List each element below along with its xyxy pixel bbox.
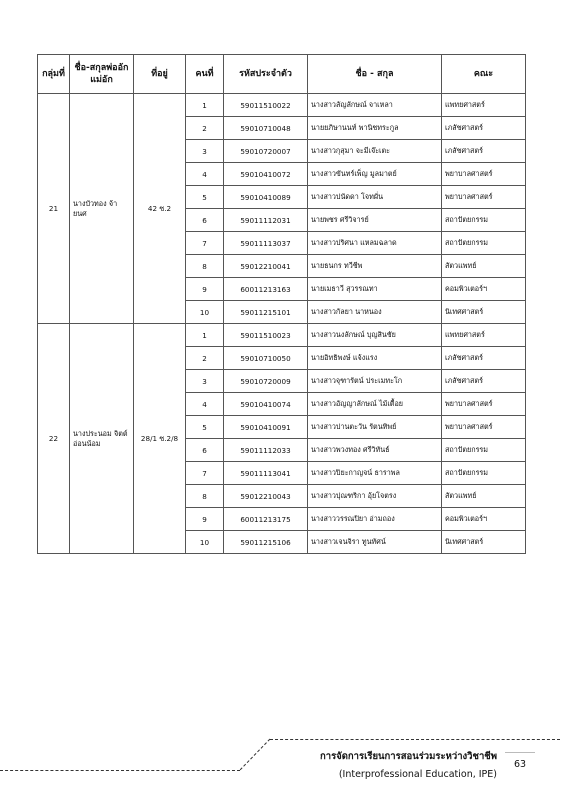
address-cell: 42 ซ.2 <box>134 94 186 324</box>
header-student-id: รหัสประจำตัว <box>224 55 308 94</box>
faculty-cell: พยาบาลศาสตร์ <box>442 163 526 186</box>
student-name-cell: นางสาวกัลยา นาหนอง <box>308 301 442 324</box>
student-name-cell: นางสาวขันทร์เพ็ญ มูลมาตย์ <box>308 163 442 186</box>
student-id-cell: 59010410091 <box>224 416 308 439</box>
student-id-cell: 59010410072 <box>224 163 308 186</box>
faculty-cell: สถาปัตยกรรม <box>442 462 526 485</box>
student-name-cell: นางสาวจุฑารัตน์ ประเมทะโก <box>308 370 442 393</box>
faculty-cell: เภสัชศาสตร์ <box>442 347 526 370</box>
member-number-cell: 10 <box>186 301 224 324</box>
student-id-cell: 59011112031 <box>224 209 308 232</box>
faculty-cell: สัตวแพทย์ <box>442 255 526 278</box>
faculty-cell: เภสัชศาสตร์ <box>442 117 526 140</box>
faculty-cell: พยาบาลศาสตร์ <box>442 393 526 416</box>
group-number-cell: 21 <box>38 94 70 324</box>
member-number-cell: 4 <box>186 163 224 186</box>
member-number-cell: 1 <box>186 94 224 117</box>
header-name: ชื่อ - สกุล <box>308 55 442 94</box>
member-number-cell: 6 <box>186 209 224 232</box>
member-number-cell: 1 <box>186 324 224 347</box>
faculty-cell: เภสัชศาสตร์ <box>442 370 526 393</box>
student-name-cell: นางสาวพวงทอง ศรีวิทันธ์ <box>308 439 442 462</box>
group-roster-table <box>37 54 526 554</box>
student-name-cell: นายอิทธิพงษ์ แจ้งแรง <box>308 347 442 370</box>
student-id-cell: 59011113041 <box>224 462 308 485</box>
student-id-cell: 59011113037 <box>224 232 308 255</box>
parent-name-cell: นางบัวทอง จ้ายนศ <box>70 94 134 324</box>
faculty-cell: คอมพิวเตอร์ฯ <box>442 278 526 301</box>
header-group: กลุ่มที่ <box>38 55 70 94</box>
student-id-cell: 59010720007 <box>224 140 308 163</box>
student-id-cell: 59010710050 <box>224 347 308 370</box>
footer-dashed-line-slant <box>238 739 278 771</box>
member-number-cell: 4 <box>186 393 224 416</box>
parent-name-cell: นางประนอม จิตต์อ่อนน้อม <box>70 324 134 554</box>
student-id-cell: 59011215101 <box>224 301 308 324</box>
member-number-cell: 3 <box>186 370 224 393</box>
faculty-cell: แพทยศาสตร์ <box>442 324 526 347</box>
student-name-cell: นางสาวปุณฑริกา อุ้ยโจตรง <box>308 485 442 508</box>
faculty-cell: พยาบาลศาสตร์ <box>442 416 526 439</box>
table-body <box>38 94 526 554</box>
footer-dashed-line-bottom <box>0 770 240 771</box>
header-faculty: คณะ <box>442 55 526 94</box>
header-address: ที่อยู่ <box>134 55 186 94</box>
faculty-cell: สถาปัตยกรรม <box>442 439 526 462</box>
member-number-cell: 9 <box>186 278 224 301</box>
student-name-cell: นายธนกร ทวีชีพ <box>308 255 442 278</box>
member-number-cell: 8 <box>186 255 224 278</box>
member-number-cell: 3 <box>186 140 224 163</box>
student-name-cell: นายพชร ศรีวิจารย์ <box>308 209 442 232</box>
faculty-cell: แพทยศาสตร์ <box>442 94 526 117</box>
address-cell: 28/1 ซ.2/8 <box>134 324 186 554</box>
student-id-cell: 59011510022 <box>224 94 308 117</box>
faculty-cell: สถาปัตยกรรม <box>442 209 526 232</box>
student-id-cell: 60011213163 <box>224 278 308 301</box>
student-id-cell: 59010410074 <box>224 393 308 416</box>
student-id-cell: 59010410089 <box>224 186 308 209</box>
student-id-cell: 59011510023 <box>224 324 308 347</box>
header-parent: ชื่อ-สกุลพ่ออักแม่อัก <box>70 55 134 94</box>
student-id-cell: 59011215106 <box>224 531 308 554</box>
member-number-cell: 9 <box>186 508 224 531</box>
table-header-row <box>38 55 526 94</box>
student-id-cell: 60011213175 <box>224 508 308 531</box>
footer-subtitle: (Interprofessional Education, IPE) <box>338 769 497 780</box>
student-name-cell: นางสาวลัญลักษณ์ จาเหลา <box>308 94 442 117</box>
student-name-cell: นางสาวเจนจิรา ทูนทัศน์ <box>308 531 442 554</box>
member-number-cell: 8 <box>186 485 224 508</box>
student-name-cell: นางสาวปริศนา แหลมฉลาด <box>308 232 442 255</box>
member-number-cell: 5 <box>186 186 224 209</box>
member-number-cell: 2 <box>186 117 224 140</box>
student-name-cell: นางสาวปนัดดา โจทผั่น <box>308 186 442 209</box>
footer-title: การจัดการเรียนการสอนร่วมระหว่างวิชาชีพ <box>319 751 497 762</box>
student-name-cell: นายยภิษานนท์ พานิชทระกูล <box>308 117 442 140</box>
faculty-cell: นิเทศศาสตร์ <box>442 301 526 324</box>
student-name-cell: นางสาวกุสุมา จะมีเจ๊ะเตะ <box>308 140 442 163</box>
faculty-cell: พยาบาลศาสตร์ <box>442 186 526 209</box>
footer-dashed-line-top <box>270 739 560 740</box>
member-number-cell: 7 <box>186 232 224 255</box>
student-name-cell: นางสาววรรณปิยา อ่ามถอง <box>308 508 442 531</box>
student-name-cell: นายเมธาวี สุวรรณทา <box>308 278 442 301</box>
student-name-cell: นางสาวนงลักษณ์ บุญสินชัย <box>308 324 442 347</box>
member-number-cell: 10 <box>186 531 224 554</box>
student-id-cell: 59012210043 <box>224 485 308 508</box>
table-row <box>38 94 526 117</box>
member-number-cell: 5 <box>186 416 224 439</box>
student-id-cell: 59010710048 <box>224 117 308 140</box>
faculty-cell: เภสัชศาสตร์ <box>442 140 526 163</box>
table-row <box>38 324 526 347</box>
student-name-cell: นางสาวปิยะกาญจน์ ธาราพล <box>308 462 442 485</box>
faculty-cell: นิเทศศาสตร์ <box>442 531 526 554</box>
member-number-cell: 2 <box>186 347 224 370</box>
student-id-cell: 59010720009 <box>224 370 308 393</box>
faculty-cell: คอมพิวเตอร์ฯ <box>442 508 526 531</box>
student-name-cell: นางสาวอัญญาลักษณ์ ไม้เตื้อย <box>308 393 442 416</box>
header-number: คนที่ <box>186 55 224 94</box>
student-id-cell: 59011112033 <box>224 439 308 462</box>
member-number-cell: 6 <box>186 439 224 462</box>
faculty-cell: สถาปัตยกรรม <box>442 232 526 255</box>
page-number: 63 <box>505 752 535 779</box>
student-name-cell: นางสาวปานตะวัน รัตนทิพย์ <box>308 416 442 439</box>
member-number-cell: 7 <box>186 462 224 485</box>
group-number-cell: 22 <box>38 324 70 554</box>
faculty-cell: สัตวแพทย์ <box>442 485 526 508</box>
student-id-cell: 59012210041 <box>224 255 308 278</box>
